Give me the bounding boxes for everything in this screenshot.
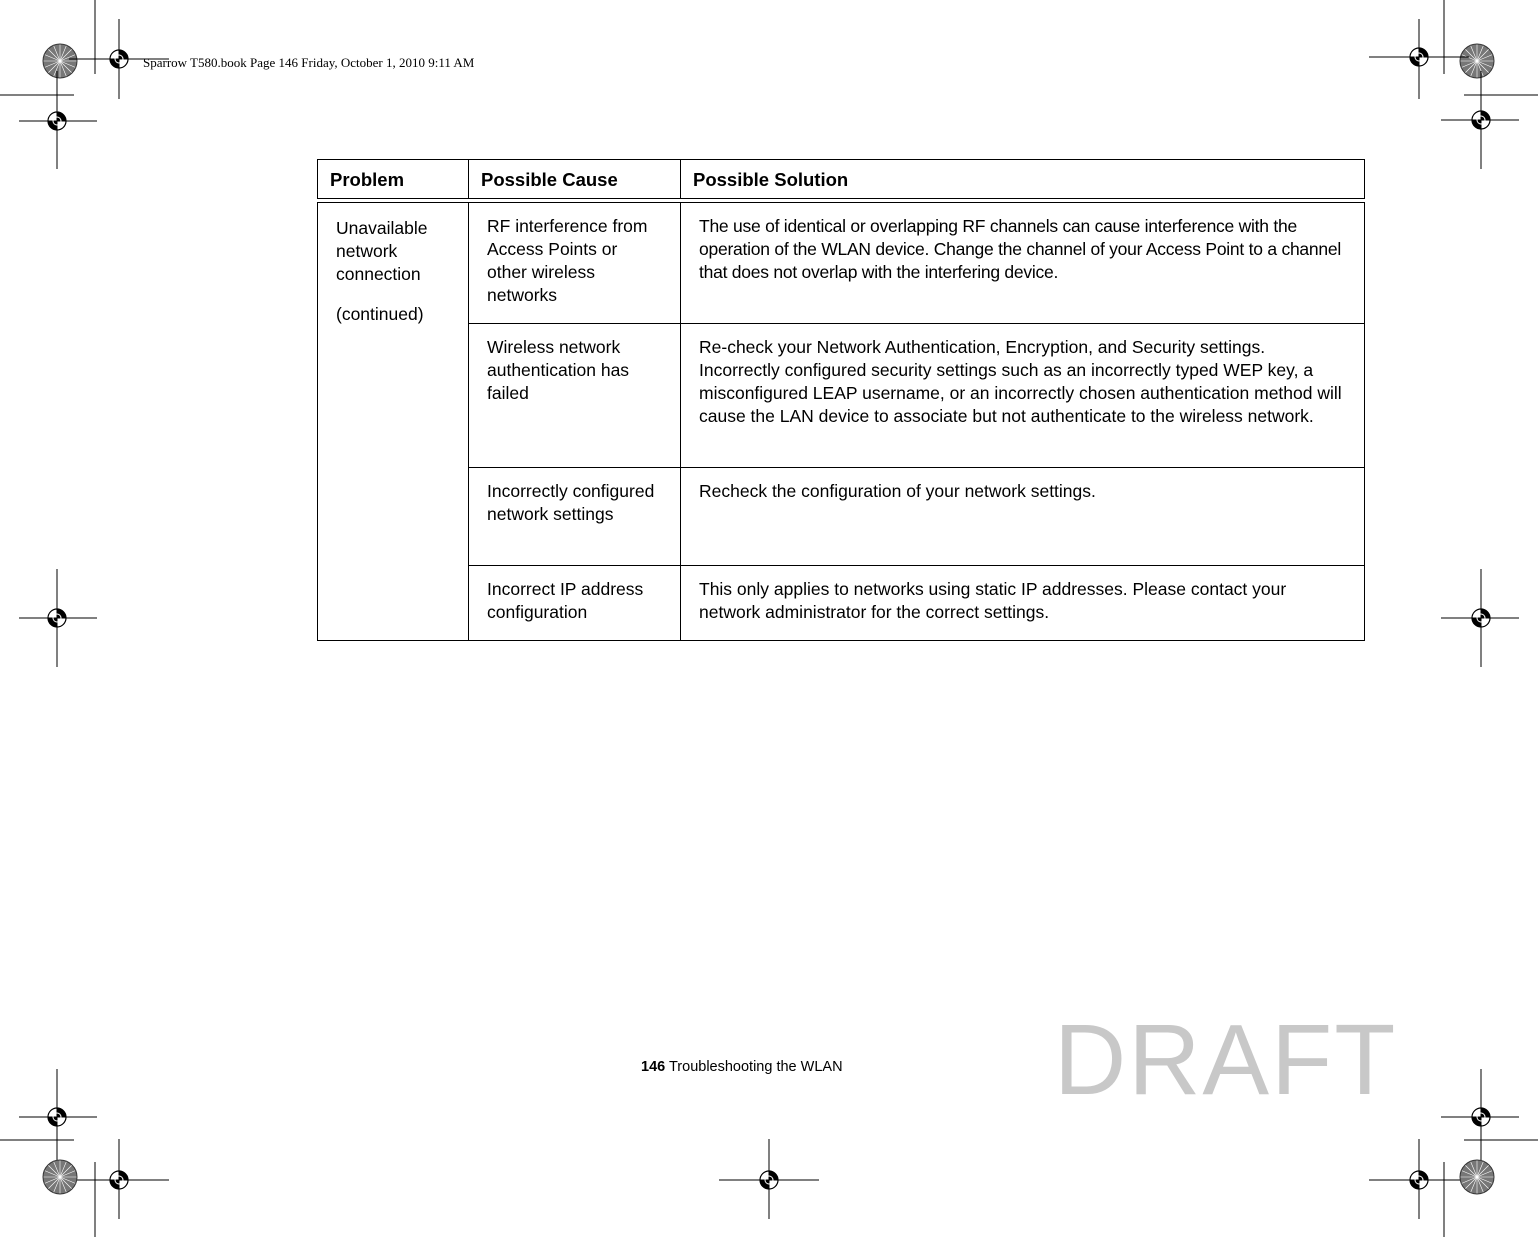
table-row xyxy=(318,566,1365,641)
draft-watermark: DRAFT xyxy=(1054,1004,1398,1116)
cause-cell: RF interference from Access Points or other wireless networks xyxy=(469,203,681,324)
problem-cell xyxy=(318,203,469,641)
registration-mark-top-left xyxy=(110,50,128,68)
header-possible-cause: Possible Cause xyxy=(469,160,681,199)
problem-text: Unavailable network connection xyxy=(336,218,428,284)
cause-cell: Incorrect IP address configuration xyxy=(469,566,681,641)
table-row xyxy=(318,324,1365,468)
book-slug-line: Sparrow T580.book Page 146 Friday, October 1, 2010 9:11 AM xyxy=(143,55,475,70)
page-footer xyxy=(641,1059,843,1075)
star-target-bottom-right xyxy=(1460,1160,1494,1194)
star-target-top-left xyxy=(43,44,77,78)
star-target-bottom-left xyxy=(43,1160,77,1194)
problem-continued-note: (continued) xyxy=(336,304,424,324)
star-target-top-right xyxy=(1460,44,1494,78)
section-title: Troubleshooting the WLAN xyxy=(668,1059,843,1075)
cause-cell: Wireless network authentication has failed xyxy=(469,324,681,468)
troubleshooting-table xyxy=(317,159,1364,641)
table-row xyxy=(318,468,1365,566)
cause-cell: Incorrectly configured network settings xyxy=(469,468,681,566)
page-number: 146 xyxy=(641,1059,666,1075)
table-row xyxy=(318,203,1365,324)
header-problem: Problem xyxy=(318,160,469,199)
solution-cell: Re-check your Network Authentication, Encryption, and Security settings. Incorrectly configured security settings such as an incorrectly typed WEP key, a misconfigured LEAP username, or an incorrectly chosen authentication method will cause the LAN device to associate but not authenticate to the wireless network. xyxy=(681,324,1365,468)
solution-cell: Recheck the configuration of your network settings. xyxy=(681,468,1365,566)
solution-cell: The use of identical or overlapping RF channels can cause interference with the operation of the WLAN device. Change the channel of your Access Point to a channel that does not overlap with the interfering device. xyxy=(681,203,1365,324)
solution-cell: This only applies to networks using static IP addresses. Please contact your network administrator for the correct settings. xyxy=(681,566,1365,641)
header-possible-solution: Possible Solution xyxy=(681,160,1365,199)
